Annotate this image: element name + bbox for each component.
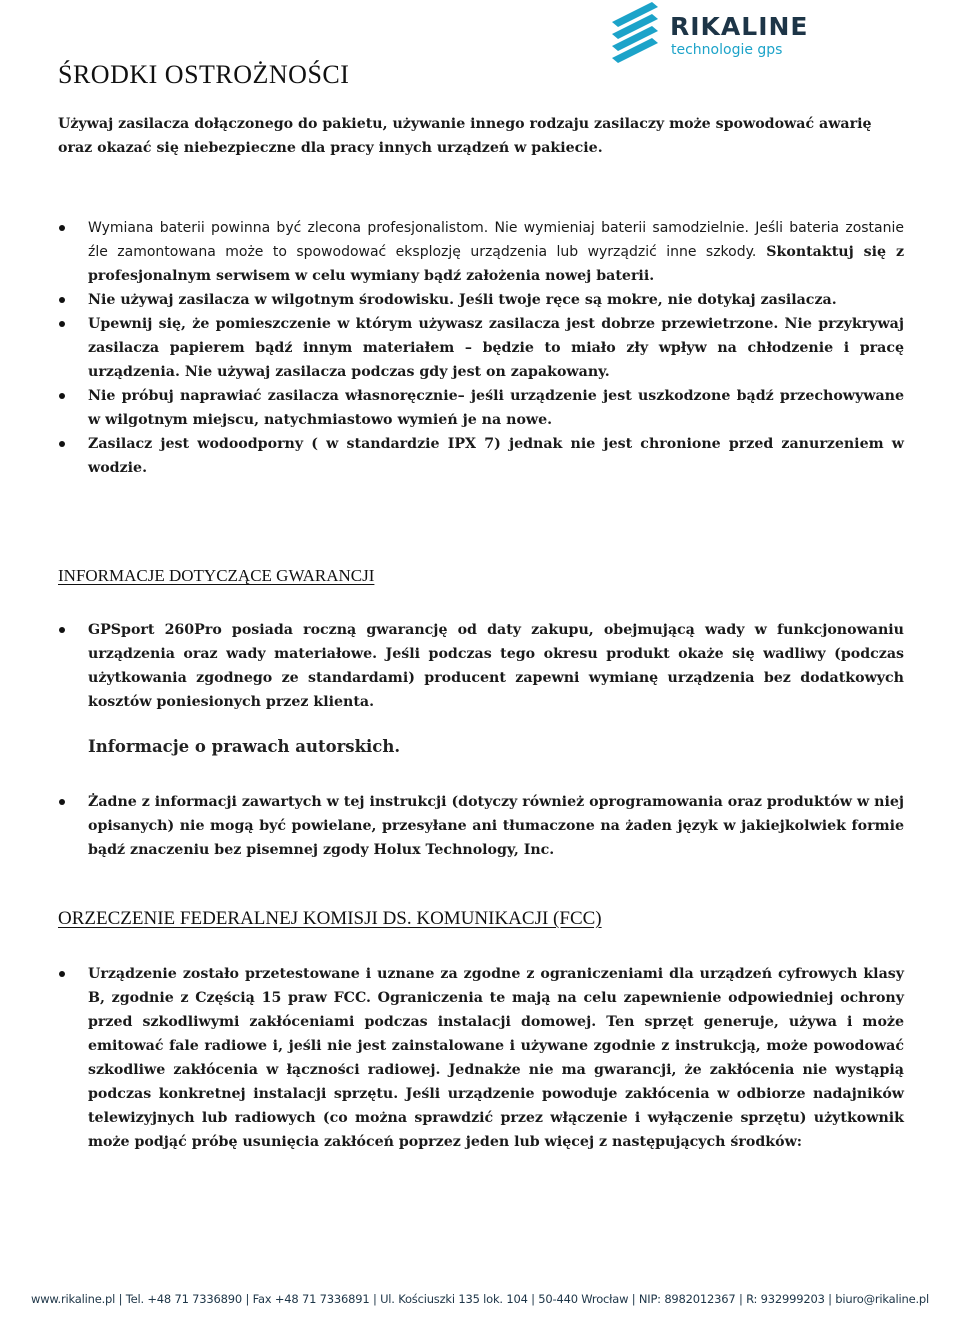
logo-stripes-icon [608, 2, 664, 64]
list-item-text: Zasilacz jest wodoodporny ( w standardzie IPX 7) jednak nie jest chronione przed zanurzeniem w wodzie. [88, 436, 904, 476]
fcc-heading: ORZECZENIE FEDERALNEJ KOMISJI DS. KOMUNIKACJI (FCC) [58, 908, 602, 929]
bullet-icon [59, 441, 65, 447]
list-item [58, 432, 904, 480]
list-item-text: Upewnij się, że pomieszczenie w którym używasz zasilacza jest dobrze przewietrzone. Nie przykrywaj zasilacza papierem bądź innym materiałem – będzie to miało zły wpływ na chłodzenie i pracę urządzenia. Nie używaj zasilacza podczas gdy jest on zapakowany. [88, 316, 904, 380]
fcc-list [58, 962, 904, 1154]
bullet-icon [59, 799, 65, 805]
list-item-text: Wymiana baterii powinna być zlecona profesjonalistom. Nie wymieniaj baterii samodzielnie. Jeśli bateria zostanie źle zamontowana może to spowodować eksplozję urządzenia lub wyrządzić inne szkody. [88, 220, 904, 260]
bullet-icon [59, 321, 65, 327]
warranty-list [58, 618, 904, 714]
list-item-text: GPSport 260Pro posiada roczną gwarancję od daty zakupu, obejmującą wady w funkcjonowaniu urządzenia oraz wady materiałowe. Jeśli podczas tego okresu produkt okaże się wadliwy (podczas użytkowania zgodnego ze standardami) producent zapewni wymianę urządzenia bez dodatkowych kosztów poniesionych przez klienta. [88, 622, 904, 710]
bullet-icon [59, 393, 65, 399]
copyright-heading: Informacje o prawach autorskich. [88, 737, 401, 756]
list-item-text: Skontaktuj się z profesjonalnym serwisem w celu wymiany bądź założenia nowej baterii. [88, 244, 904, 284]
bullet-icon [59, 971, 65, 977]
logo-tagline: technologie gps [671, 42, 783, 58]
list-item [58, 962, 904, 1154]
page-footer: www.rikaline.pl | Tel. +48 71 7336890 | Fax +48 71 7336891 | Ul. Kościuszki 135 lok. 104 | 50-440 Wrocław | NIP: 8982012367 | R: 932999203 | biuro@rikaline.pl [30, 1292, 929, 1306]
list-item-text: Żadne z informacji zawartych w tej instrukcji (dotyczy również oprogramowania oraz produktów w niej opisanych) nie mogą być powielane, przesyłane ani tłumaczone na żaden język w jakiejkolwiek formie bądź znaczeniu bez pisemnej zgody Holux Technology, Inc. [88, 794, 904, 858]
logo-wordmark: RIKALINE [670, 12, 809, 41]
list-item-text: Nie próbuj naprawiać zasilacza własnoręcznie– jeśli urządzenie jest uszkodzone bądź przechowywane w wilgotnym miejscu, natychmiastowo wymień je na nowe. [88, 388, 904, 428]
precautions-list [58, 216, 904, 480]
list-item-text: Urządzenie zostało przetestowane i uznane za zgodne z ograniczeniami dla urządzeń cyfrowych klasy B, zgodnie z Częścią 15 praw FCC. Ograniczenia te mają na celu zapewnienie odpowiedniej ochrony przed szkodliwymi zakłóceniami podczas instalacji domowej. Ten sprzęt generuje, używa i może emitować fale radiowe i, jeśli nie jest zainstalowane i używane zgodnie z instrukcją, może powodować szkodliwe zakłócenia w łączności radiowej. Jednakże nie ma gwarancji, że zakłócenia nie wystąpią podczas konkretnej instalacji sprzętu. Jeśli urządzenie powoduje zakłócenia w odbiorze nadajników telewizyjnych lub radiowych (co można sprawdzić przez włączenie i wyłączenie sprzętu) użytkownik może podjąć próbę usunięcia zakłóceń poprzez jeden lub więcej z następujących środków: [88, 966, 904, 1150]
list-item-text: Nie używaj zasilacza w wilgotnym środowisku. Jeśli twoje ręce są mokre, nie dotykaj zasilacza. [88, 292, 837, 308]
list-item [58, 312, 904, 384]
list-item [58, 288, 904, 312]
rikaline-logo [608, 0, 878, 66]
page-title: ŚRODKI OSTROŻNOŚCI [58, 60, 350, 89]
bullet-icon [59, 297, 65, 303]
list-item [58, 216, 904, 288]
copyright-list [58, 790, 904, 862]
warranty-heading: INFORMACJE DOTYCZĄCE GWARANCJI [58, 566, 375, 585]
list-item [58, 384, 904, 432]
intro-paragraph: Używaj zasilacza dołączonego do pakietu, używanie innego rodzaju zasilaczy może spowodować awarię oraz okazać się niebezpieczne dla pracy innych urządzeń w pakiecie. [58, 116, 872, 156]
bullet-icon [59, 225, 65, 231]
list-item [58, 618, 904, 714]
bullet-icon [59, 627, 65, 633]
list-item [58, 790, 904, 862]
